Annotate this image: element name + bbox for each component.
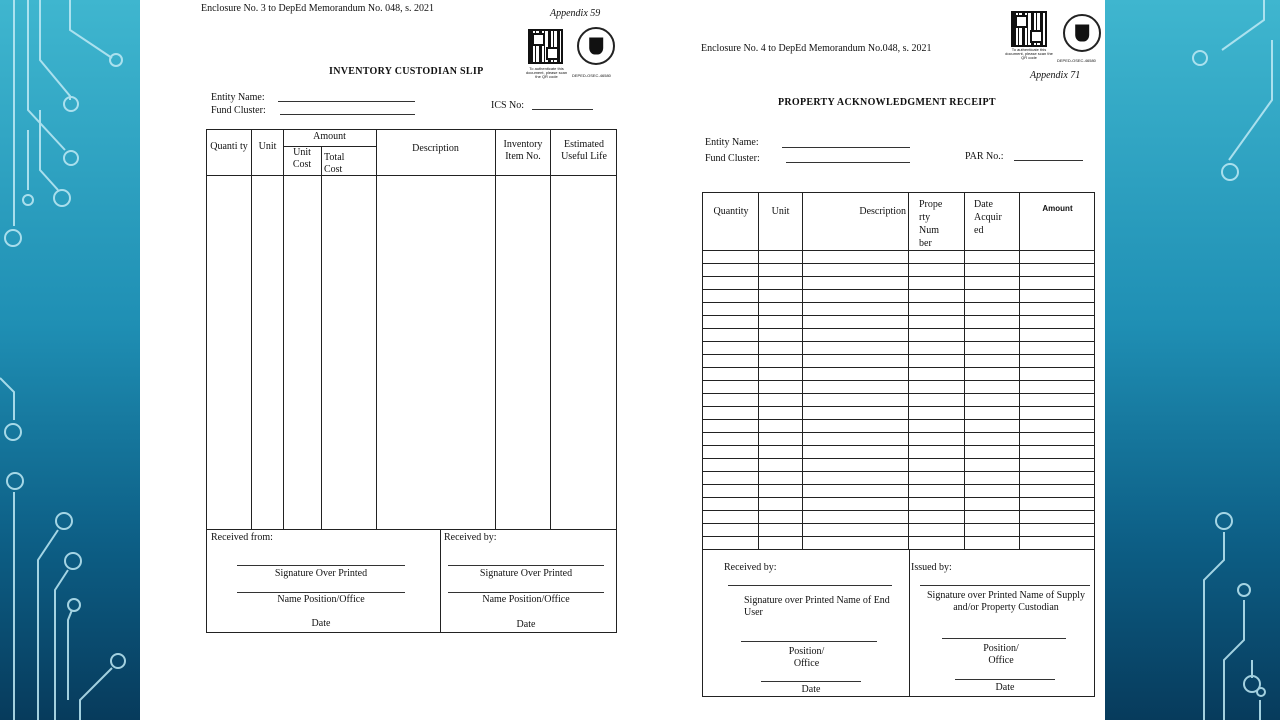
header-property-number: Prope rty Num ber — [919, 199, 943, 249]
table-row — [702, 406, 1095, 407]
enclosure-text: Enclosure No. 4 to DepEd Memorandum No.048, s. 2021 — [701, 43, 932, 54]
footer-col-divider — [909, 549, 910, 697]
received-date-line[interactable] — [761, 681, 861, 682]
table-row — [702, 250, 1095, 251]
deped-seal-icon — [577, 27, 615, 65]
received-signature-label: Signature over Printed Name of End User — [744, 595, 890, 618]
table-row — [702, 484, 1095, 485]
circuit-decoration-left — [0, 0, 140, 720]
par-no-label: PAR No.: — [965, 151, 1004, 162]
received-date-label: Date — [801, 684, 821, 695]
entity-name-field[interactable] — [782, 147, 910, 148]
header-inventory-item-no: Inventory Item No. — [503, 139, 543, 162]
entity-name-label: Entity Name: — [211, 92, 265, 103]
entity-name-field[interactable] — [278, 101, 415, 102]
received-by-position-line[interactable] — [448, 592, 604, 593]
header-unit: Unit — [771, 206, 790, 217]
received-from-label: Received from: — [211, 532, 273, 543]
header-quantity: Quanti ty — [210, 141, 248, 152]
ics-no-field[interactable] — [532, 109, 593, 110]
par-no-field[interactable] — [1014, 160, 1083, 161]
fund-cluster-field[interactable] — [786, 162, 910, 163]
table-row — [702, 367, 1095, 368]
table-row — [702, 341, 1095, 342]
col-divider — [321, 146, 322, 529]
table-row — [702, 536, 1095, 537]
seal-code: DEPED-OSEC-46580 — [572, 73, 611, 78]
header-date-acquired: Date Acquir ed — [974, 199, 1002, 236]
received-from-signature-label: Signature Over Printed — [274, 568, 368, 579]
received-from-date-label: Date — [311, 618, 331, 629]
col-divider — [964, 192, 965, 549]
table-row — [702, 393, 1095, 394]
table-row — [702, 432, 1095, 433]
table-row — [702, 419, 1095, 420]
items-table — [206, 129, 617, 633]
table-row — [702, 523, 1095, 524]
received-from-position-line[interactable] — [237, 592, 405, 593]
table-row — [702, 263, 1095, 264]
header-quantity: Quantity — [713, 206, 749, 217]
received-by-signature-label: Signature Over Printed — [479, 568, 573, 579]
received-from-position-label: Name Position/Office — [277, 594, 365, 605]
col-divider — [283, 129, 284, 529]
appendix-label: Appendix 71 — [1030, 70, 1081, 81]
table-row — [702, 471, 1095, 472]
qr-caption: To authenticate this document, please scan the QR code — [1005, 47, 1053, 60]
header-amount: Amount — [313, 131, 346, 142]
header-description: Description — [859, 206, 906, 217]
received-by-label: Received by: — [444, 532, 497, 543]
header-description: Description — [412, 143, 459, 154]
appendix-label: Appendix 59 — [550, 8, 601, 19]
footer-divider — [206, 529, 617, 530]
page-title: INVENTORY CUSTODIAN SLIP — [329, 66, 484, 77]
header-unit: Unit — [258, 141, 277, 152]
fund-cluster-label: Fund Cluster: — [705, 153, 760, 164]
footer-divider — [702, 549, 1095, 550]
issued-date-line[interactable] — [955, 679, 1055, 680]
table-row — [702, 328, 1095, 329]
received-by-label: Received by: — [724, 562, 777, 573]
col-divider — [758, 192, 759, 549]
circuit-decoration-right — [1104, 0, 1280, 720]
table-row — [702, 276, 1095, 277]
issued-signature-label: Signature over Printed Name of Supply and/or Property Custodian — [926, 590, 1086, 613]
table-row — [702, 458, 1095, 459]
col-divider — [251, 129, 252, 529]
issued-date-label: Date — [995, 682, 1015, 693]
footer-col-divider — [440, 529, 441, 633]
table-row — [702, 302, 1095, 303]
qr-code-icon — [528, 29, 563, 64]
entity-name-label: Entity Name: — [705, 137, 759, 148]
received-position-line[interactable] — [741, 641, 877, 642]
received-signature-line[interactable] — [728, 585, 892, 586]
page-title: PROPERTY ACKNOWLEDGMENT RECEIPT — [778, 97, 996, 108]
fund-cluster-field[interactable] — [280, 114, 415, 115]
issued-signature-line[interactable] — [920, 585, 1090, 586]
col-divider — [908, 192, 909, 549]
deped-seal-icon — [1063, 14, 1101, 52]
issued-position-line[interactable] — [942, 638, 1066, 639]
header-estimated-useful-life: Estimated Useful Life — [561, 139, 607, 162]
qr-caption: To authenticate this document, please scan the QR code — [525, 66, 568, 79]
table-row — [702, 315, 1095, 316]
enclosure-text: Enclosure No. 3 to DepEd Memorandum No. 048, s. 2021 — [201, 3, 435, 14]
qr-code-icon — [1011, 11, 1047, 47]
fund-cluster-label: Fund Cluster: — [211, 105, 266, 116]
property-acknowledgment-receipt-sheet — [669, 0, 1105, 720]
col-divider — [802, 192, 803, 549]
header-divider — [206, 175, 617, 176]
table-row — [702, 380, 1095, 381]
col-divider — [495, 129, 496, 529]
issued-position-label: Position/ Office — [983, 643, 1019, 666]
header-total-cost: Total Cost — [324, 152, 345, 175]
col-divider — [376, 129, 377, 529]
header-unit-cost: Unit Cost — [292, 147, 312, 170]
received-by-date-label: Date — [516, 619, 536, 630]
received-from-signature-line[interactable] — [237, 565, 405, 566]
ics-no-label: ICS No: — [491, 100, 525, 111]
inventory-custodian-slip-sheet — [140, 0, 669, 720]
received-by-signature-line[interactable] — [448, 565, 604, 566]
table-row — [702, 497, 1095, 498]
seal-code: DEPED-OSEC-46580 — [1057, 58, 1096, 63]
received-by-position-label: Name Position/Office — [482, 594, 570, 605]
header-amount: Amount — [1042, 204, 1073, 213]
issued-by-label: Issued by: — [911, 562, 952, 573]
table-row — [702, 445, 1095, 446]
col-divider — [1019, 192, 1020, 549]
table-row — [702, 289, 1095, 290]
table-row — [702, 354, 1095, 355]
col-divider — [550, 129, 551, 529]
received-position-label: Position/ Office — [788, 646, 825, 669]
table-row — [702, 510, 1095, 511]
